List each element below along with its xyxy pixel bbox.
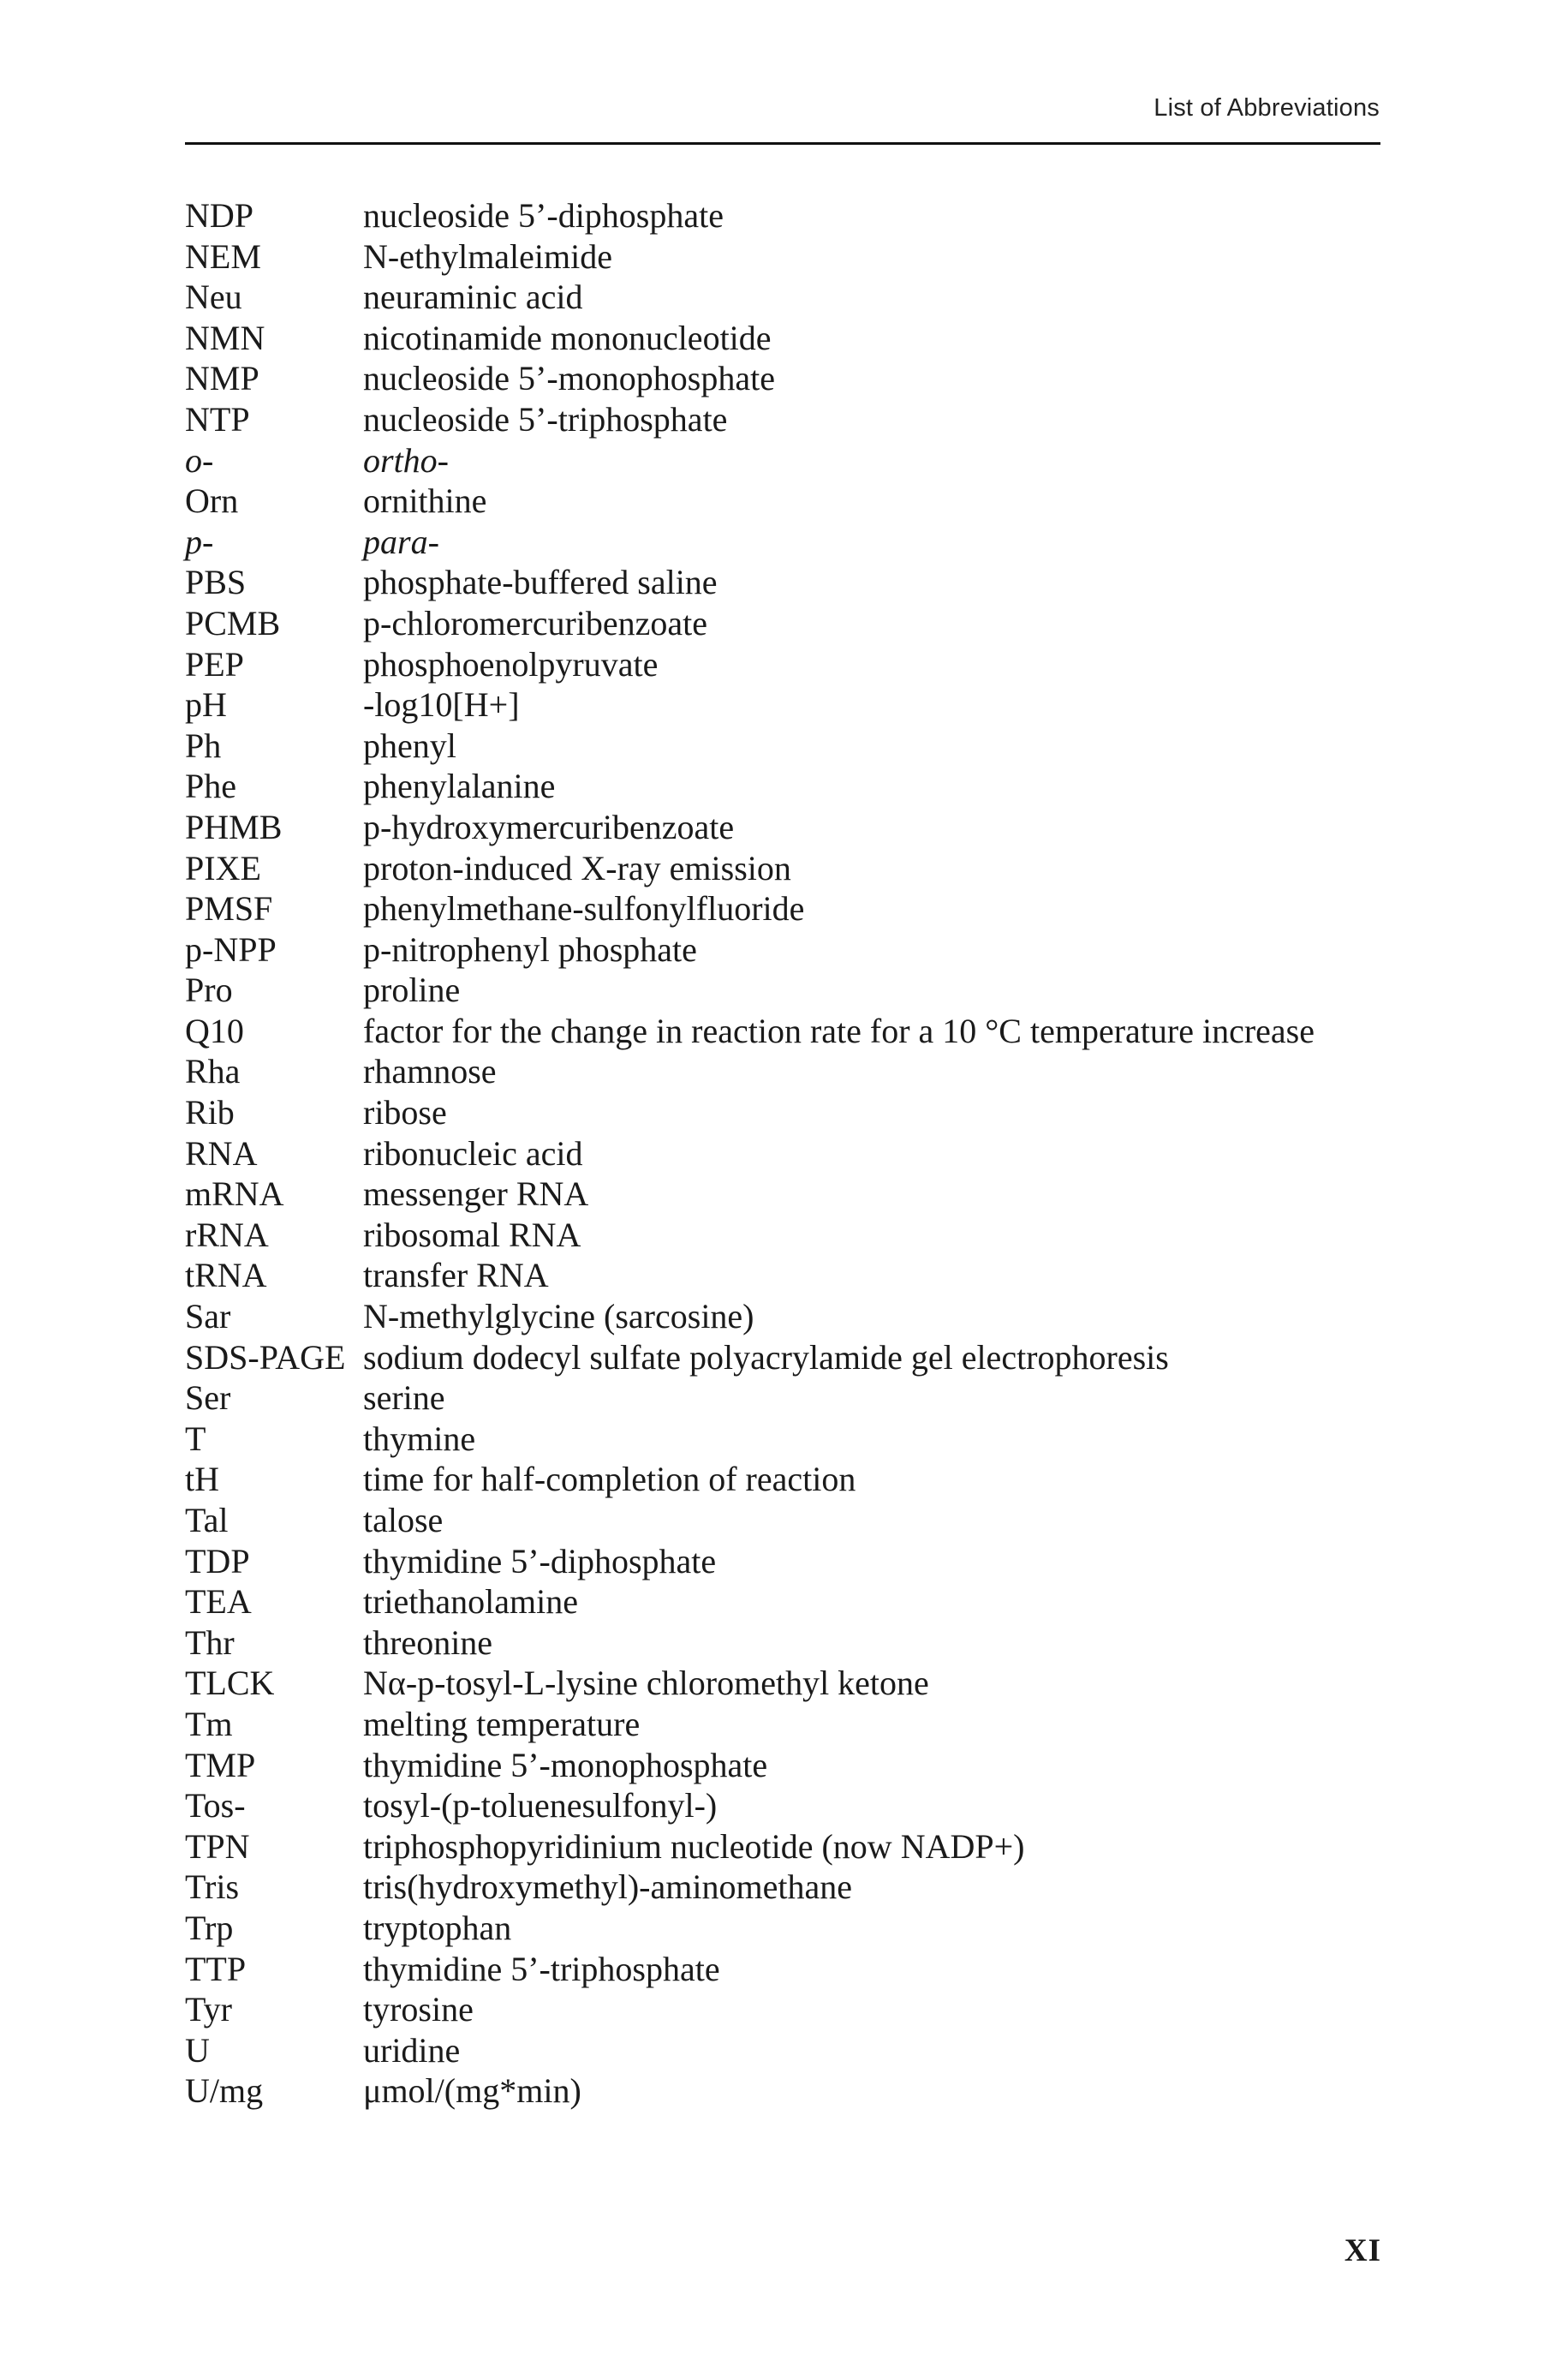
abbreviation-term: Neu: [185, 278, 242, 317]
list-item: [185, 1704, 1401, 1745]
abbreviation-definition: ribonucleic acid: [363, 1133, 583, 1173]
list-item: [185, 766, 1401, 807]
abbreviation-definition: thymine: [363, 1419, 476, 1458]
abbreviation-definition: ortho-: [363, 440, 449, 480]
list-item: [185, 1051, 1401, 1092]
list-item: [185, 1581, 1401, 1622]
list-item: [185, 888, 1401, 929]
list-item: [185, 399, 1401, 440]
abbreviation-term: Sar: [185, 1297, 231, 1336]
list-item: [185, 603, 1401, 644]
list-item: [185, 726, 1401, 767]
list-item: [185, 1989, 1401, 2030]
abbreviation-definition: time for half-completion of reaction: [363, 1460, 856, 1499]
abbreviation-definition: nucleoside 5’-triphosphate: [363, 399, 728, 439]
list-item: [185, 1377, 1401, 1419]
list-item: [185, 236, 1401, 278]
abbreviation-term: NMN: [185, 318, 265, 357]
list-item: [185, 807, 1401, 848]
abbreviation-definition: μmol/(mg*min): [363, 2071, 581, 2111]
list-item: [185, 562, 1401, 603]
running-title: List of Abbreviations: [1154, 94, 1380, 122]
list-item: [185, 1174, 1401, 1215]
list-item: [185, 440, 1401, 481]
abbreviation-term: Tm: [185, 1704, 233, 1743]
abbreviation-definition: proton-induced X-ray emission: [363, 848, 791, 887]
abbreviation-term: Q10: [185, 1011, 244, 1050]
list-item: [185, 970, 1401, 1011]
abbreviation-definition: talose: [363, 1501, 444, 1539]
abbreviation-definition: N-ethylmaleimide: [363, 236, 613, 276]
abbreviation-definition: ribosomal RNA: [363, 1215, 581, 1254]
list-item: [185, 2030, 1401, 2071]
abbreviation-term: Tris: [185, 1867, 240, 1907]
abbreviation-definition: thymidine 5’-monophosphate: [363, 1745, 768, 1784]
abbreviation-definition: p-nitrophenyl phosphate: [363, 929, 697, 969]
abbreviation-definition: transfer RNA: [363, 1256, 549, 1295]
list-item: [185, 1419, 1401, 1460]
abbreviation-definition: p-chloromercuribenzoate: [363, 603, 708, 642]
abbreviation-term: TEA: [185, 1582, 252, 1622]
abbreviation-definition: ribose: [363, 1093, 447, 1132]
abbreviation-definition: tyrosine: [363, 1990, 474, 2029]
abbreviation-term: PEP: [185, 644, 244, 684]
abbreviation-definition: messenger RNA: [363, 1174, 589, 1214]
abbreviation-term: tH: [185, 1460, 219, 1499]
abbreviation-definition: triethanolamine: [363, 1582, 579, 1622]
abbreviation-definition: phosphoenolpyruvate: [363, 644, 659, 684]
list-item: [185, 1541, 1401, 1582]
list-item: [185, 929, 1401, 971]
abbreviation-term: Rha: [185, 1052, 241, 1091]
abbreviation-term: U: [185, 2030, 210, 2070]
abbreviation-term: NTP: [185, 399, 250, 439]
list-item: [185, 1011, 1401, 1052]
list-item: [185, 1663, 1401, 1704]
abbreviation-term: RNA: [185, 1133, 258, 1173]
abbreviation-definition: Nα-p-tosyl-L-lysine chloromethyl ketone: [363, 1664, 929, 1703]
abbreviation-definition: phosphate-buffered saline: [363, 563, 718, 602]
abbreviation-term: mRNA: [185, 1174, 284, 1214]
abbreviation-term: Trp: [185, 1908, 234, 1947]
list-item: [185, 1745, 1401, 1786]
abbreviation-definition: para-: [363, 522, 439, 561]
abbreviation-definition: neuraminic acid: [363, 278, 583, 317]
abbreviation-term: PHMB: [185, 807, 283, 846]
abbreviation-definition: uridine: [363, 2030, 461, 2070]
abbreviation-term: Tos-: [185, 1786, 246, 1825]
abbreviation-term: TMP: [185, 1745, 256, 1784]
abbreviation-definition: tryptophan: [363, 1908, 512, 1947]
abbreviation-term: Ser: [185, 1378, 231, 1418]
header-rule: [185, 142, 1380, 145]
abbreviation-term: p-NPP: [185, 929, 277, 969]
abbreviation-term: PBS: [185, 563, 247, 602]
list-item: [185, 1500, 1401, 1541]
abbreviation-definition: nucleoside 5’-monophosphate: [363, 359, 775, 398]
list-item: [185, 1785, 1401, 1826]
abbreviation-term: PCMB: [185, 603, 281, 642]
list-item: [185, 848, 1401, 889]
abbreviation-term: rRNA: [185, 1215, 269, 1254]
list-item: [185, 1459, 1401, 1500]
list-item: [185, 522, 1401, 563]
list-item: [185, 684, 1401, 726]
abbreviation-term: tRNA: [185, 1256, 267, 1295]
abbreviation-definition: melting temperature: [363, 1704, 641, 1743]
list-item: [185, 195, 1401, 236]
abbreviation-definition: nicotinamide mononucleotide: [363, 318, 772, 357]
abbreviation-definition: serine: [363, 1378, 445, 1418]
abbreviation-term: TLCK: [185, 1664, 275, 1703]
abbreviation-term: Pro: [185, 971, 233, 1010]
abbreviation-definition: factor for the change in reaction rate for a 10 °C temperature increase: [363, 1011, 1315, 1050]
list-item: [185, 481, 1401, 522]
list-item: [185, 1215, 1401, 1256]
abbreviation-term: Rib: [185, 1093, 235, 1132]
list-item: [185, 1949, 1401, 1990]
abbreviation-definition: phenylalanine: [363, 767, 556, 806]
abbreviation-term: Phe: [185, 767, 236, 806]
abbreviation-term: T: [185, 1419, 206, 1458]
abbreviation-definition: threonine: [363, 1622, 493, 1662]
page-number: XI: [1344, 2233, 1381, 2268]
abbreviation-definition: thymidine 5’-triphosphate: [363, 1949, 720, 1988]
abbreviation-term: NDP: [185, 196, 254, 235]
abbreviation-term: Orn: [185, 481, 239, 521]
abbreviation-term: Ph: [185, 726, 222, 765]
abbreviation-definition: N-methylglycine (sarcosine): [363, 1297, 754, 1336]
abbreviation-definition: thymidine 5’-diphosphate: [363, 1541, 717, 1580]
abbreviation-term: PMSF: [185, 889, 273, 929]
list-item: [185, 1255, 1401, 1296]
abbreviation-definition: proline: [363, 971, 461, 1010]
list-item: [185, 2070, 1401, 2112]
abbreviation-term: PIXE: [185, 848, 261, 887]
list-item: [185, 1826, 1401, 1867]
abbreviation-term: Tyr: [185, 1990, 232, 2029]
list-item: [185, 1337, 1401, 1378]
abbreviation-term: TDP: [185, 1541, 250, 1580]
abbreviation-definition: tosyl-(p-toluenesulfonyl-): [363, 1786, 718, 1825]
abbreviation-definition: nucleoside 5’-diphosphate: [363, 196, 724, 235]
list-item: [185, 1092, 1401, 1133]
list-item: [185, 1296, 1401, 1337]
abbreviation-definition: tris(hydroxymethyl)-aminomethane: [363, 1867, 852, 1907]
abbreviation-term: SDS-PAGE: [185, 1337, 346, 1377]
abbreviation-definition: triphosphopyridinium nucleotide (now NADP+): [363, 1826, 1025, 1866]
abbreviation-definition: ornithine: [363, 481, 487, 521]
abbreviation-term: U/mg: [185, 2071, 264, 2111]
abbreviation-term: p-: [185, 522, 214, 561]
list-item: [185, 1622, 1401, 1664]
abbreviation-list: [185, 195, 1401, 2112]
abbreviation-definition: rhamnose: [363, 1052, 497, 1091]
abbreviation-term: Thr: [185, 1622, 235, 1662]
list-item: [185, 277, 1401, 318]
abbreviation-term: TTP: [185, 1949, 247, 1988]
list-item: [185, 1867, 1401, 1908]
list-item: [185, 644, 1401, 685]
abbreviation-definition: p-hydroxymercuribenzoate: [363, 807, 735, 846]
abbreviation-term: TPN: [185, 1826, 250, 1866]
abbreviation-term: NEM: [185, 236, 261, 276]
abbreviation-term: Tal: [185, 1501, 229, 1539]
abbreviation-term: o-: [185, 440, 214, 480]
list-item: [185, 1133, 1401, 1174]
abbreviation-definition: sodium dodecyl sulfate polyacrylamide gel electrophoresis: [363, 1337, 1169, 1377]
abbreviation-definition: phenyl: [363, 726, 456, 765]
abbreviation-definition: -log10[H+]: [363, 685, 520, 725]
abbreviation-term: NMP: [185, 359, 259, 398]
list-item: [185, 1908, 1401, 1949]
abbreviation-term: pH: [185, 685, 227, 725]
abbreviation-definition: phenylmethane-sulfonylfluoride: [363, 889, 805, 929]
list-item: [185, 358, 1401, 399]
list-item: [185, 318, 1401, 359]
